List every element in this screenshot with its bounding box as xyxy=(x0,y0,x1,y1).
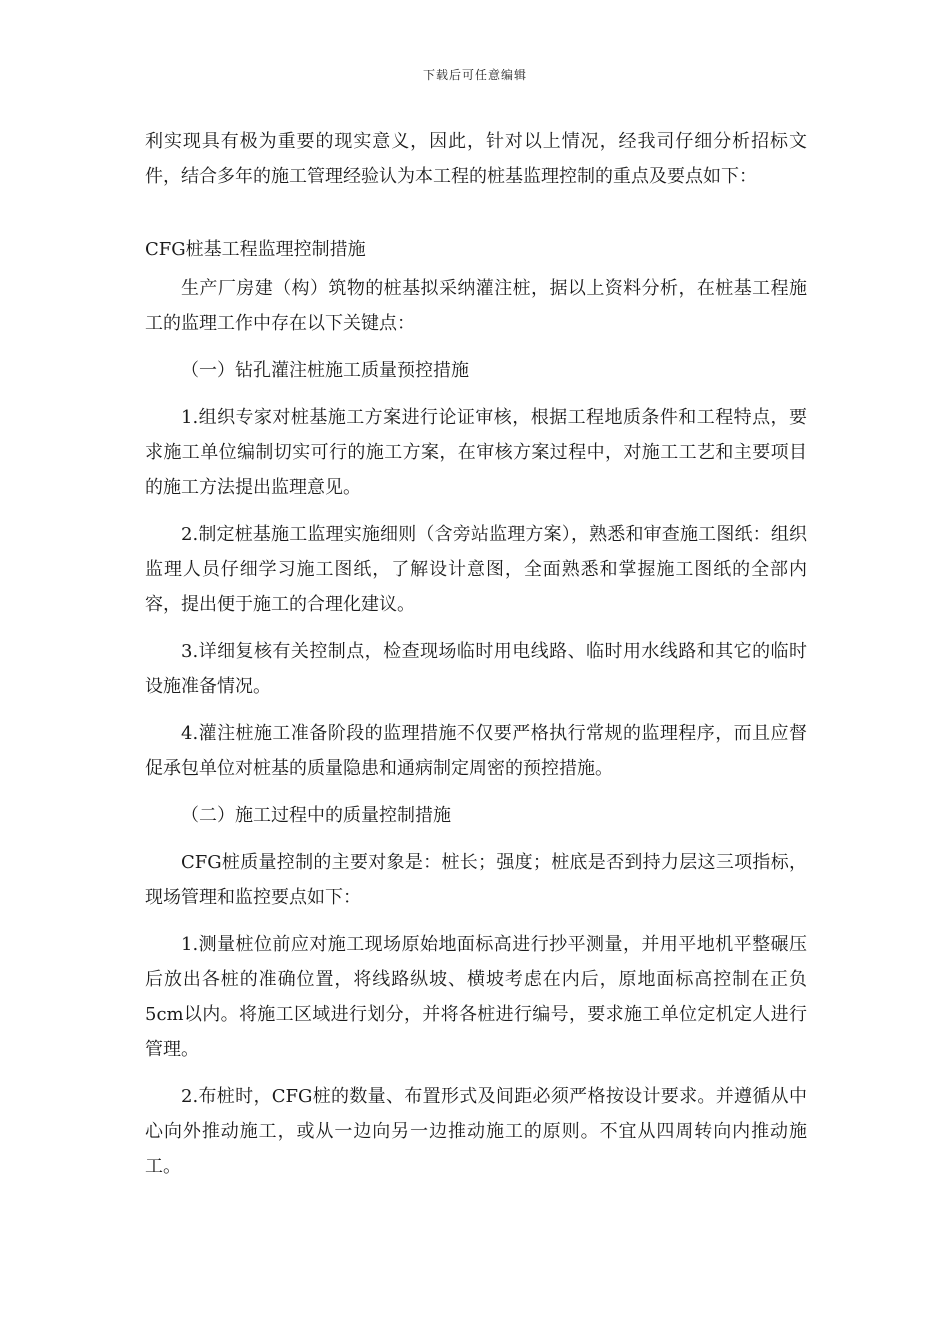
paragraph-intro: 利实现具有极为重要的现实意义，因此，针对以上情况，经我司仔细分析招标文件，结合多年的施工管理经验认为本工程的桩基监理控制的重点及要点如下： xyxy=(145,131,807,187)
paragraph-quality-objects: CFG桩质量控制的主要对象是：桩长；强度；桩底是否到持力层这三项指标，现场管理和监控要点如下： xyxy=(145,852,807,908)
list-item-1-1: 1.组织专家对桩基施工方案进行论证审核，根据工程地质条件和工程特点，要求施工单位编制切实可行的施工方案，在审核方案过程中，对施工工艺和主要项目的施工方法提出监理意见。 xyxy=(145,407,807,498)
subsection-heading-1: （一）钻孔灌注桩施工质量预控措施 xyxy=(181,360,469,381)
list-item-2-2: 2.布桩时，CFG桩的数量、布置形式及间距必须严格按设计要求。并遵循从中心向外推动施工，或从一边向另一边推动施工的原则。不宜从四周转向内推动施工。 xyxy=(145,1086,807,1177)
list-item-1-2: 2.制定桩基施工监理实施细则（含旁站监理方案），熟悉和审查施工图纸：组织监理人员仔细学习施工图纸，了解设计意图，全面熟悉和掌握施工图纸的全部内容，提出便于施工的合理化建议。 xyxy=(145,524,807,615)
section-heading: CFG桩基工程监理控制措施 xyxy=(145,239,366,260)
paragraph-key-points: 生产厂房建（构）筑物的桩基拟采纳灌注桩，据以上资料分析，在桩基工程施工的监理工作中存在以下关键点： xyxy=(145,278,807,334)
page-header: 下载后可任意编辑 xyxy=(422,68,527,82)
list-item-2-1: 1.测量桩位前应对施工现场原始地面标高进行抄平测量，并用平地机平整碾压后放出各桩的准确位置，将线路纵坡、横坡考虑在内后，原地面标高控制在正负5cm以内。将施工区域进行划分，并将各桩进行编号，要求施工单位定机定人进行管理。 xyxy=(145,934,807,1060)
document-body xyxy=(145,124,807,1184)
list-item-1-3: 3.详细复核有关控制点，检查现场临时用电线路、临时用水线路和其它的临时设施准备情况。 xyxy=(145,641,807,697)
subsection-heading-2: （二）施工过程中的质量控制措施 xyxy=(181,805,451,826)
list-item-1-4: 4.灌注桩施工准备阶段的监理措施不仅要严格执行常规的监理程序，而且应督促承包单位对桩基的质量隐患和通病制定周密的预控措施。 xyxy=(145,723,807,779)
